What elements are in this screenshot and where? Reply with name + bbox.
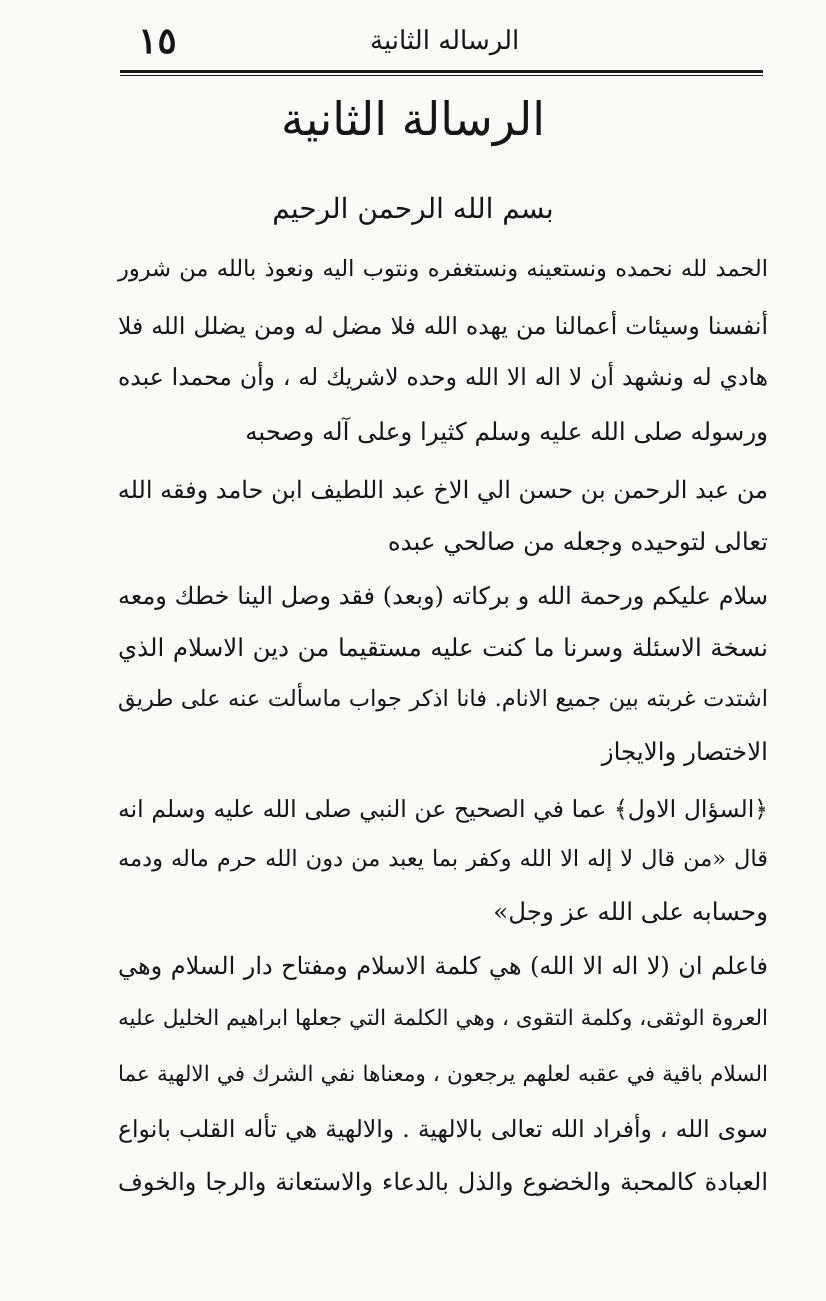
running-title: الرساله الثانية bbox=[370, 26, 520, 56]
text-line: العروة الوثقى، وكلمة التقوى ، وهي الكلمة التي جعلها ابراهيم الخليل عليه bbox=[118, 1006, 768, 1031]
text-line: السلام باقية في عقبه لعلهم يرجعون ، ومعناها نفي الشرك في الالهية عما bbox=[118, 1062, 768, 1087]
text-line: ﴿السؤال الاول﴾ عما في الصحيح عن النبي صلى الله عليه وسلم انه bbox=[118, 795, 768, 823]
text-line: قال «من قال لا إله الا الله وكفر بما يعبد من دون الله حرم ماله ودمه bbox=[118, 846, 768, 872]
text-line: أنفسنا وسيئات أعمالنا من يهده الله فلا مضل له ومن يضلل الله فلا bbox=[118, 312, 768, 340]
text-line: فاعلم ان (لا اله الا الله) هي كلمة الاسلام ومفتاح دار السلام وهي bbox=[118, 952, 768, 980]
text-line: الاختصار والايجاز bbox=[601, 737, 768, 766]
text-line: سلام عليكم ورحمة الله و بركاته (وبعد) فقد وصل الينا خطك ومعه bbox=[118, 582, 769, 610]
text-line: سوى الله ، وأفراد الله تعالى بالالهية . والالهية هي تأله القلب بانواع bbox=[118, 1115, 768, 1143]
running-head bbox=[0, 0, 826, 80]
text-line: نسخة الاسئلة وسرنا ما كنت عليه مستقيما من دين الاسلام الذي bbox=[118, 633, 768, 662]
text-line: من عبد الرحمن بن حسن الي الاخ عبد اللطيف ابن حامد وفقه الله bbox=[117, 476, 768, 504]
basmala: بسم الله الرحمن الرحيم bbox=[272, 192, 554, 225]
chapter-title: الرسالة الثانية bbox=[280, 92, 546, 146]
text-line: ورسوله صلى الله عليه وسلم كثيرا وعلى آله وصحبه bbox=[245, 417, 768, 446]
header-rule bbox=[120, 70, 763, 76]
text-line: العبادة كالمحبة والخضوع والذل بالدعاء والاستعانة والرجا والخوف bbox=[118, 1168, 768, 1196]
page-number: ١٥ bbox=[138, 20, 177, 62]
text-line: هادي له ونشهد أن لا اله الا الله وحده لاشريك له ، وأن محمدا عبده bbox=[118, 363, 768, 391]
text-line: الحمد لله نحمده ونستعينه ونستغفره ونتوب اليه ونعوذ بالله من شرور bbox=[118, 256, 768, 282]
text-line: تعالى لتوحيده وجعله من صالحي عبده bbox=[387, 527, 768, 556]
text-line: اشتدت غربته بين جميع الانام. فانا اذكر جواب ماسألت عنه على طريق bbox=[118, 686, 768, 712]
text-line: وحسابه على الله عز وجل» bbox=[493, 897, 768, 926]
